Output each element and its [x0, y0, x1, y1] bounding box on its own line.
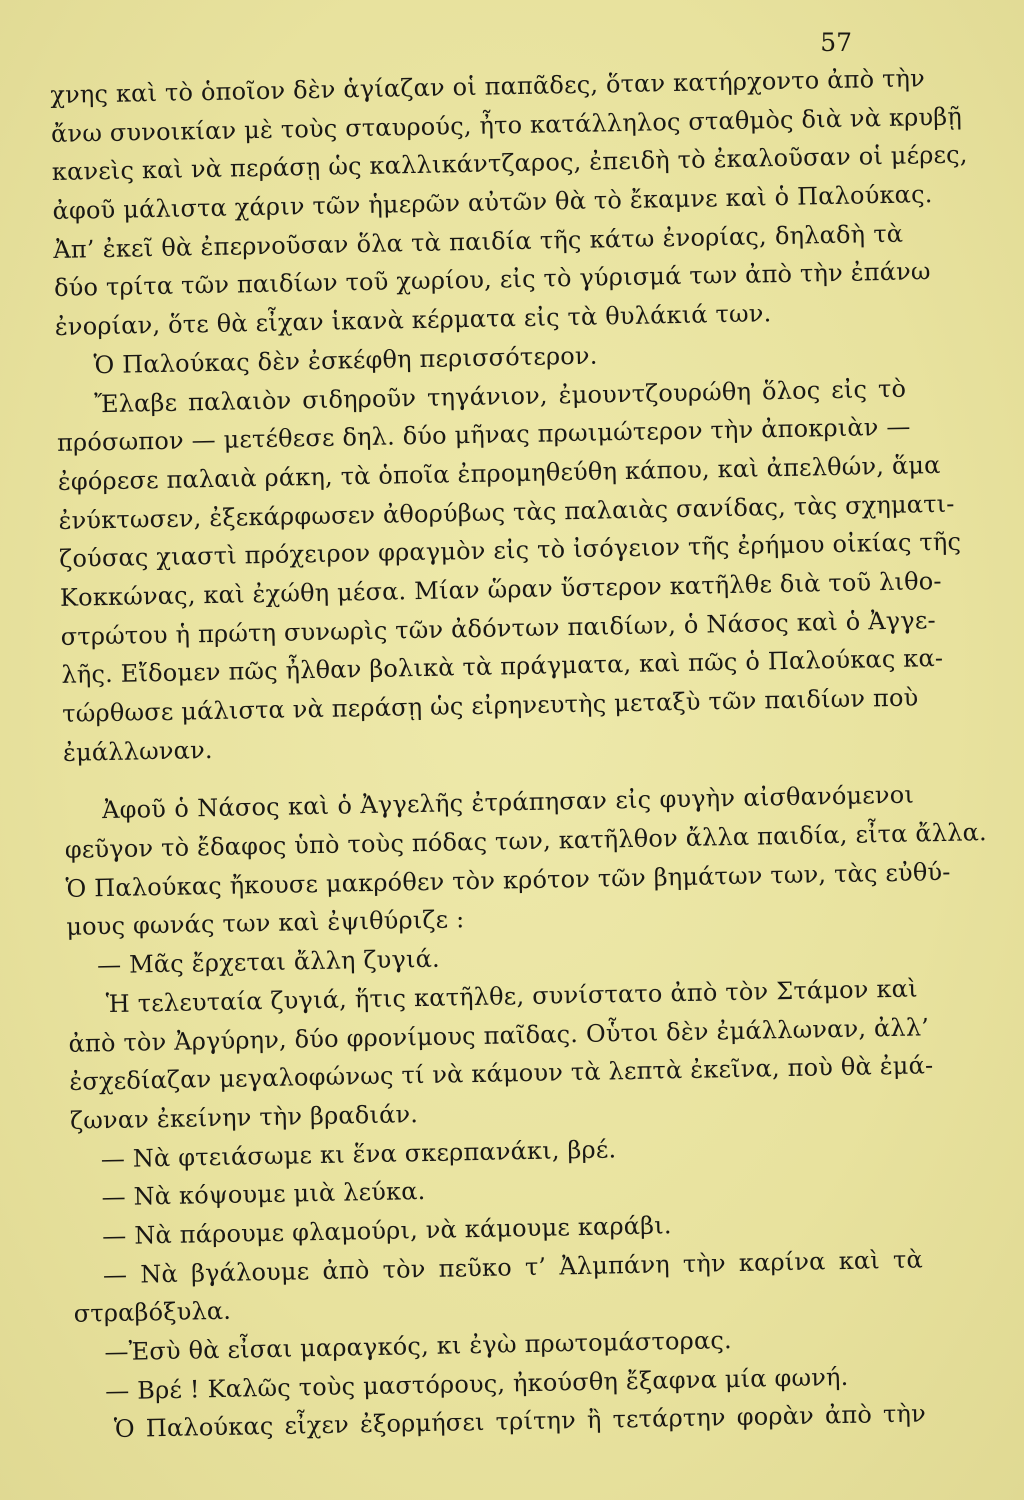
text-line: φεῦγον τὸ ἔδαφος ὑπὸ τοὺς πόδας των, κατῆλθον ἄλλα παιδία, εἶτα ἄλλα.	[64, 818, 988, 864]
dialogue-line: — Βρέ ! Καλῶς τοὺς μαστόρους, ἠκούσθη ἔξαφνα μία φωνή.	[104, 1362, 849, 1405]
text-line: ἐνορίαν, ὅτε θὰ εἶχαν ἱκανὰ κέρματα εἰς τὰ θυλάκιά των.	[54, 299, 772, 342]
text-line: κανεὶς καὶ νὰ περάσῃ ὡς καλλικάντζαρος, ἐπειδὴ τὸ ἐκαλοῦσαν οἱ μέρες,	[51, 140, 968, 187]
text-line: Ἀπ’ ἐκεῖ θὰ ἐπερνοῦσαν ὅλα τὰ παιδία τῆς κάτω ἐνορίας, δηλαδὴ τὰ	[53, 219, 904, 264]
text-line: ἄνω συνοικίαν μὲ τοὺς σταυρούς, ἦτο κατάλληλος σταθμὸς διὰ νὰ κρυβῇ	[50, 102, 963, 148]
text-line: ἐφόρεσε παλαιὰ ράκη, τὰ ὁποῖα ἐπρομηθεύθη κάπου, καὶ ἀπελθών, ἅμα	[57, 450, 941, 496]
dialogue-line: — Νὰ κόψουμε μιὰ λεύκα.	[101, 1177, 426, 1212]
dialogue-line: —Ἐσὺ θὰ εἶσαι μαραγκός, κι ἐγὼ πρωτομάστορας.	[104, 1326, 733, 1367]
text-line: ἐμάλλωναν.	[62, 735, 213, 767]
text-line: Ὁ Παλούκας εἶχεν ἐξορμήσει τρίτην ἢ τετάρτην φορὰν ἀπὸ τὴν	[113, 1399, 927, 1444]
text-line: ἀφοῦ μάλιστα χάριν τῶν ἡμερῶν αὐτῶν θὰ τὸ ἔκαμνε καὶ ὁ Παλούκας.	[52, 180, 933, 226]
text-line: χνης καὶ τὸ ὁποῖον δὲν ἁγίαζαν οἱ παπᾶδες, ὅταν κατήρχοντο ἀπὸ τὴν	[50, 64, 926, 109]
text-line: λῆς. Εἴδομεν πῶς ἦλθαν βολικὰ τὰ πράγματα, καὶ πῶς ὁ Παλούκας κα-	[61, 644, 944, 690]
text-line: Ὁ Παλούκας δὲν ἐσκέφθη περισσότερον.	[93, 341, 598, 380]
text-line: δύο τρίτα τῶν παιδίων τοῦ χωρίου, εἰς τὸ γύρισμά των ἀπὸ τὴν ἐπάνω	[53, 257, 931, 303]
text-line: στραβόξυλα.	[73, 1297, 232, 1329]
text-line: μους φωνάς των καὶ ἐψιθύριζε :	[66, 905, 465, 942]
text-line: ἐνύκτωσεν, ἐξεκάρφωσεν ἀθορύβως τὰς παλαιὰς σανίδας, τὰς σχηματι-	[58, 489, 955, 535]
text-line: ζούσας χιαστὶ πρόχειρον φραγμὸν εἰς τὸ ἰσόγειον τῆς ἐρήμου οἰκίας τῆς	[59, 527, 962, 574]
text-line: ἐσχεδίαζαν μεγαλοφώνως τί νὰ κάμουν τὰ λεπτὰ ἐκεῖνα, ποὺ θὰ ἐμά-	[69, 1051, 934, 1096]
text-line: ἀπὸ τὸν Ἀργύρην, δύο φρονίμους παῖδας. Οὗτοι δὲν ἐμάλλωναν, ἀλλ’	[68, 1012, 930, 1058]
text-line: τώρθωσε μάλιστα νὰ περάσῃ ὡς εἰρηνευτὴς μεταξὺ τῶν παιδίων ποὺ	[61, 683, 919, 728]
text-line: πρόσωπον — μετέθεσε δηλ. δύο μῆνας πρωιμώτερον τὴν ἀποκριὰν —	[56, 412, 911, 458]
text-line: Ὁ Παλούκας ἤκουσε μακρόθεν τὸν κρότον τῶν βημάτων των, τὰς εὐθύ-	[65, 857, 951, 903]
dialogue-line: — Μᾶς ἔρχεται ἄλλη ζυγιά.	[96, 944, 441, 980]
dialogue-line: — Νὰ φτειάσωμε κι ἕνα σκερπανάκι, βρέ.	[100, 1134, 617, 1173]
text-line: Ἀφοῦ ὁ Νάσος καὶ ὁ Ἀγγελῆς ἐτράπησαν εἰς φυγὴν αἰσθανόμενοι	[101, 780, 915, 825]
page-number: 57	[820, 28, 852, 57]
dialogue-line: — Νὰ βγάλουμε ἀπὸ τὸν πεῦκο τ’ Ἀλμπάνη τὴν καρίνα καὶ τὰ	[102, 1245, 924, 1289]
text-line: στρώτου ἡ πρώτη συνωρὶς τῶν ἀδόντων παιδίων, ὁ Νάσος καὶ ὁ Ἀγγε-	[60, 605, 936, 651]
body-text	[50, 60, 988, 1450]
text-line: Ἡ τελευταία ζυγιά, ἥτις κατῆλθε, συνίστατο ἀπὸ τὸν Στάμον καὶ	[105, 974, 918, 1018]
text-line: Κοκκώνας, καὶ ἐχώθη μέσα. Μίαν ὥραν ὕστερον κατῆλθε διὰ τοῦ λιθο-	[59, 566, 942, 612]
text-line: Ἔλαβε παλαιὸν σιδηροῦν τηγάνιον, ἐμουντζουρώθη ὅλος εἰς τὸ	[94, 374, 907, 418]
text-line: ζωναν ἐκείνην τὴν βραδιάν.	[69, 1100, 419, 1135]
dialogue-line: — Νὰ πάρουμε φλαμούρι, νὰ κάμουμε καράβι.	[102, 1211, 672, 1251]
